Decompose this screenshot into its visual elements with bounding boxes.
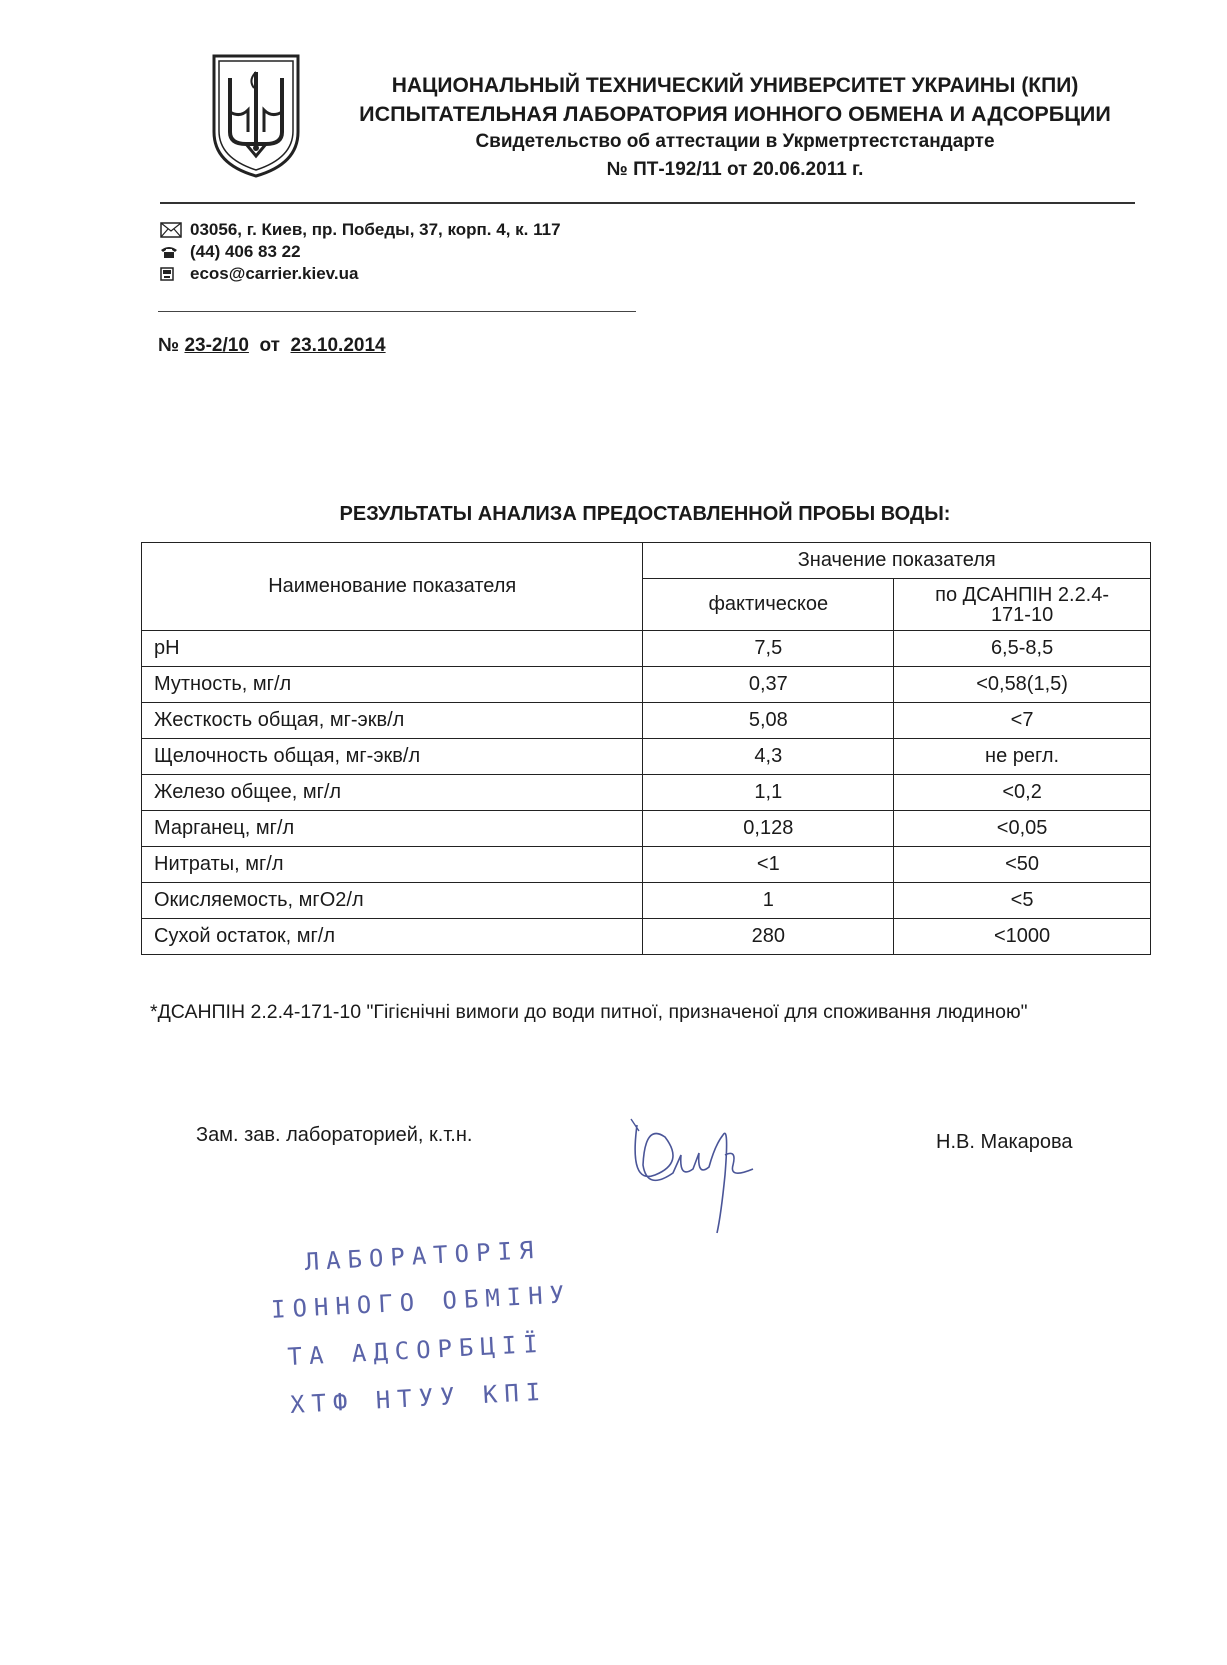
actual-value: 0,37 (643, 667, 894, 703)
laboratory-name: ИСПЫТАТЕЛЬНАЯ ЛАБОРАТОРИЯ ИОННОГО ОБМЕНА И АДСОРБЦИИ (359, 102, 1111, 126)
norm-value: <1000 (894, 919, 1151, 955)
email-row (160, 263, 561, 285)
header-divider (160, 202, 1135, 204)
phone-row (160, 241, 561, 263)
parameter-name: Мутность, мг/л (142, 667, 643, 703)
signer-name: Н.В. Макарова (936, 1131, 1073, 1153)
table-row (142, 667, 1151, 703)
header-actual: фактическое (643, 579, 894, 631)
norm-value: 6,5-8,5 (894, 631, 1151, 667)
parameter-name: Сухой остаток, мг/л (142, 919, 643, 955)
date-prefix: от (259, 335, 280, 356)
norm-value: <7 (894, 703, 1151, 739)
phone-icon (160, 245, 190, 259)
norm-value: <0,05 (894, 811, 1151, 847)
parameter-name: Окисляемость, мгО2/л (142, 883, 643, 919)
table-row (142, 775, 1151, 811)
stamp-line-2: ІОННОГО ОБМІНУ (270, 1280, 572, 1324)
parameter-name: pH (142, 631, 643, 667)
results-table (141, 542, 1151, 955)
norm-value: <5 (894, 883, 1151, 919)
norm-value: не регл. (894, 739, 1151, 775)
actual-value: <1 (643, 847, 894, 883)
laboratory-stamp (268, 1235, 572, 1440)
handwritten-signature (625, 1095, 775, 1235)
table-row (142, 847, 1151, 883)
results-title: РЕЗУЛЬТАТЫ АНАЛИЗА ПРЕДОСТАВЛЕННОЙ ПРОБЫ ВОДЫ: (339, 503, 951, 525)
parameter-name: Щелочность общая, мг-экв/л (142, 739, 643, 775)
certificate-text: Свидетельство об аттестации в Укрметртестстандарте (475, 131, 995, 152)
university-name: НАЦИОНАЛЬНЫЙ ТЕХНИЧЕСКИЙ УНИВЕРСИТЕТ УКРАИНЫ (КПИ) (391, 74, 1079, 97)
actual-value: 0,128 (643, 811, 894, 847)
header-value-group: Значение показателя (643, 543, 1151, 579)
table-row (142, 739, 1151, 775)
parameter-name: Марганец, мг/л (142, 811, 643, 847)
signer-position: Зам. зав. лабораторией, к.т.н. (196, 1124, 473, 1146)
norm-value: <0,58(1,5) (894, 667, 1151, 703)
parameter-name: Нитраты, мг/л (142, 847, 643, 883)
actual-value: 5,08 (643, 703, 894, 739)
stamp-line-3: ТА АДСОРБЦІЇ (286, 1329, 546, 1372)
document-number: 23-2/10 (184, 335, 249, 356)
actual-value: 7,5 (643, 631, 894, 667)
document-number-line (158, 335, 386, 357)
table-row (142, 883, 1151, 919)
norm-value: <0,2 (894, 775, 1151, 811)
email-text: ecos@carrier.kiev.ua (190, 264, 359, 283)
header-norm: по ДСАНПІН 2.2.4-171-10 (894, 579, 1151, 631)
mail-box-icon (160, 267, 190, 281)
parameter-name: Жесткость общая, мг-экв/л (142, 703, 643, 739)
certificate-number: № ПТ-192/11 от 20.06.2011 г. (606, 159, 864, 180)
actual-value: 4,3 (643, 739, 894, 775)
actual-value: 1 (643, 883, 894, 919)
number-prefix: № (158, 335, 180, 356)
table-row (142, 919, 1151, 955)
stamp-line-1: ЛАБОРАТОРІЯ (303, 1235, 542, 1277)
table-row (142, 811, 1151, 847)
footnote: *ДСАНПІН 2.2.4-171-10 "Гігієнічні вимоги до води питної, призначеної для споживання людиною" (150, 1001, 1028, 1023)
ukraine-trident-crest-icon (210, 52, 302, 180)
actual-value: 280 (643, 919, 894, 955)
parameter-name: Железо общее, мг/л (142, 775, 643, 811)
contacts (160, 219, 561, 285)
table-row (142, 703, 1151, 739)
header-parameter-name: Наименование показателя (142, 543, 643, 631)
stamp-line-4: ХТФ НТУУ КПІ (289, 1377, 548, 1420)
table-row (142, 631, 1151, 667)
address-text: 03056, г. Киев, пр. Победы, 37, корп. 4, к. 117 (190, 220, 561, 239)
norm-value: <50 (894, 847, 1151, 883)
document-date: 23.10.2014 (290, 335, 386, 356)
address-row (160, 219, 561, 241)
letterhead (340, 72, 1130, 184)
contacts-divider (158, 311, 636, 312)
phone-text: (44) 406 83 22 (190, 242, 301, 261)
envelope-icon (160, 222, 190, 238)
actual-value: 1,1 (643, 775, 894, 811)
